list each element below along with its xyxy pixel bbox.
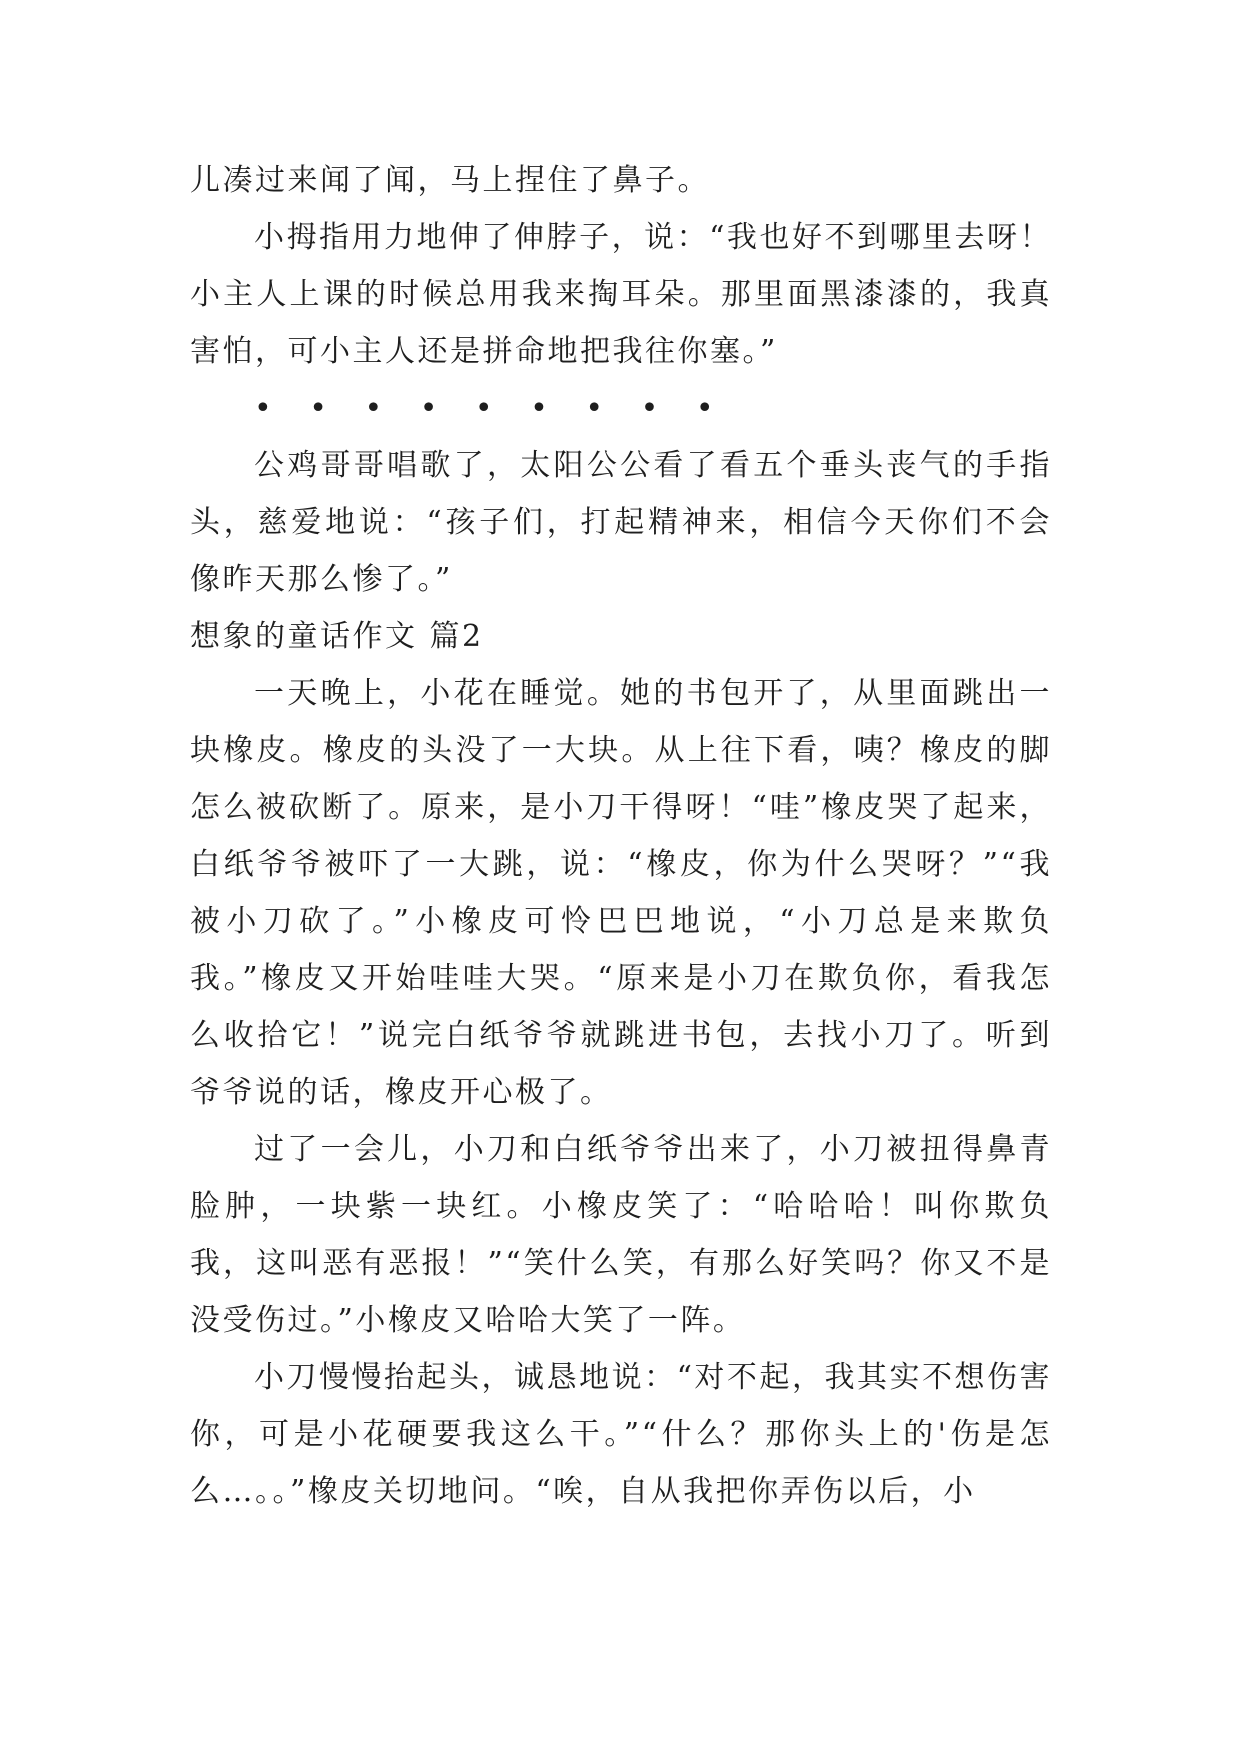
paragraph: 一天晚上，小花在睡觉。她的书包开了，从里面跳出一块橡皮。橡皮的头没了一大块。从上往下看，咦？橡皮的脚怎么被砍断了。原来，是小刀干得呀！“哇”橡皮哭了起来，白纸爷爷被吓了一大跳，说：“橡皮，你为什么哭呀？”“我被小刀砍了。”小橡皮可怜巴巴地说，“小刀总是来欺负我。”橡皮又开始哇哇大哭。“原来是小刀在欺负你，看我怎么收拾它！”说完白纸爷爷就跳进书包，去找小刀了。听到爷爷说的话，橡皮开心极了。 — [190, 676, 1052, 1110]
paragraph: 过了一会儿，小刀和白纸爷爷出来了，小刀被扭得鼻青脸肿，一块紫一块红。小橡皮笑了：“哈哈哈！叫你欺负我，这叫恶有恶报！”“笑什么笑，有那么好笑吗？你又不是没受伤过。”小橡皮又哈哈大笑了一阵。 — [190, 1132, 1052, 1338]
paragraph: 小刀慢慢抬起头，诚恳地说：“对不起，我其实不想伤害你，可是小花硬要我这么干。”“什么？那你头上的'伤是怎么…。。”橡皮关切地问。“唉，自从我把你弄伤以后，小 — [190, 1360, 1052, 1509]
ellipsis-separator: • • • • • • • • • — [254, 391, 728, 426]
paragraph: 儿凑过来闻了闻，马上捏住了鼻子。 — [190, 163, 710, 198]
paragraph: 小拇指用力地伸了伸脖子，说：“我也好不到哪里去呀！小主人上课的时候总用我来掏耳朵。那里面黑漆漆的，我真害怕，可小主人还是拼命地把我往你塞。” — [190, 220, 1052, 369]
section-heading: 想象的童话作文 篇2 — [190, 619, 484, 654]
document-body — [190, 152, 1052, 1520]
paragraph: 公鸡哥哥唱歌了，太阳公公看了看五个垂头丧气的手指头，慈爱地说：“孩子们，打起精神来，相信今天你们不会像昨天那么惨了。” — [190, 448, 1052, 597]
